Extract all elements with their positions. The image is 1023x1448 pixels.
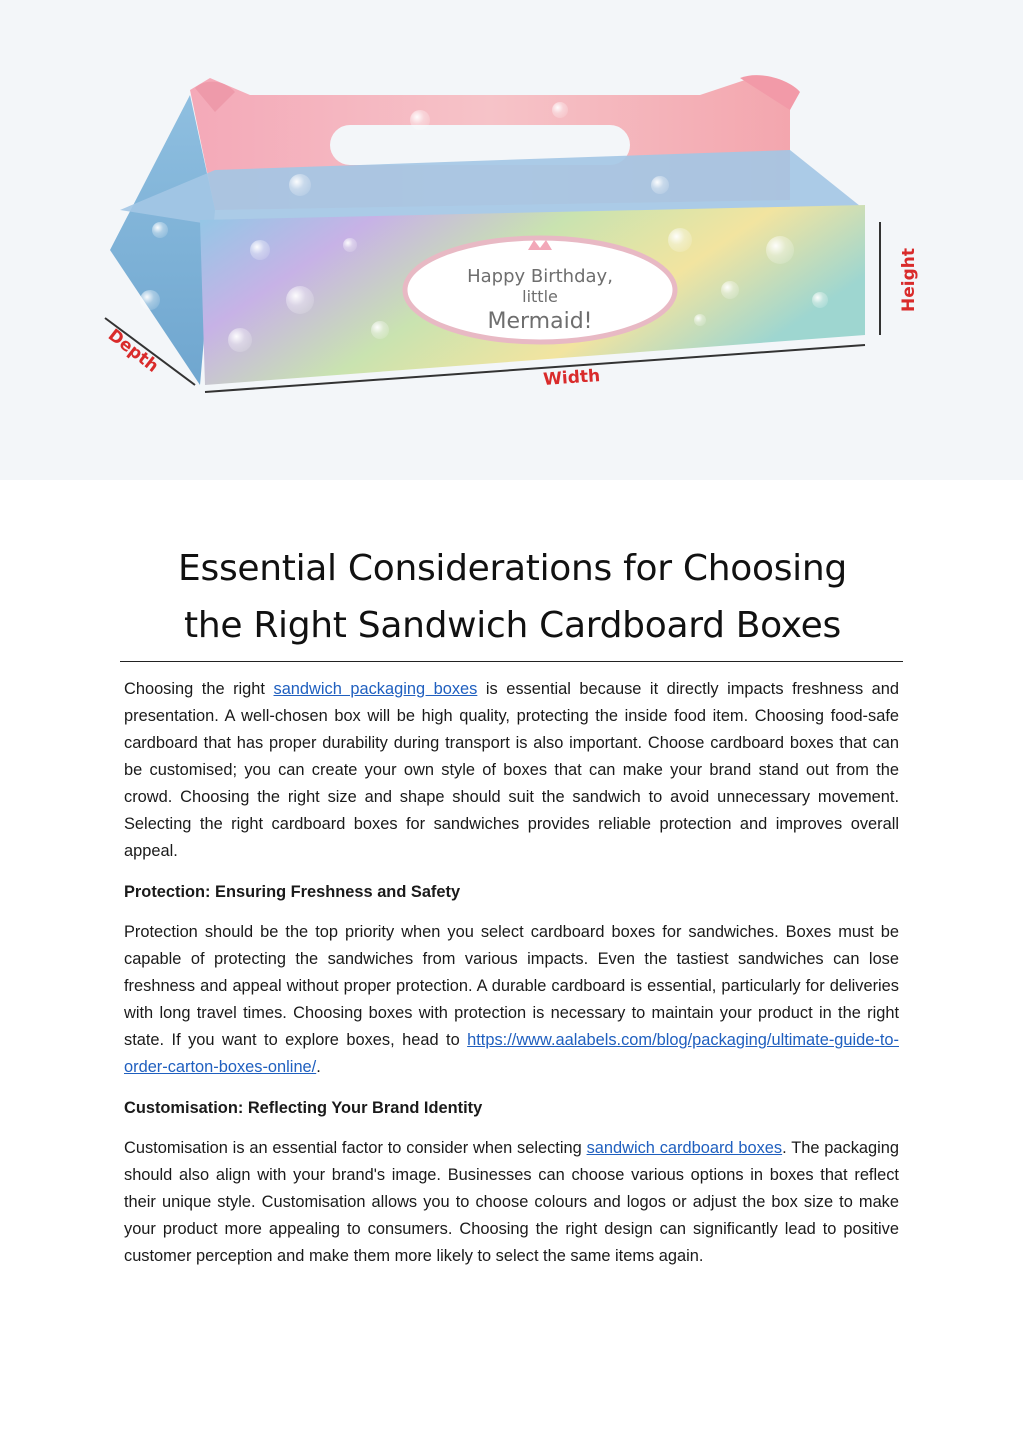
height-label: Height (899, 248, 919, 312)
section-heading-customisation: Customisation: Reflecting Your Brand Identity (124, 1099, 483, 1117)
intro-rest: is essential because it directly impacts freshness and presentation. A well-chosen box will be high quality, protecting the inside food item. Choosing food-safe cardboard that has proper durability during transport is also important. Choose cardboard boxes that can be customised; you can create your own style of boxes that can make your brand stand out from the crowd. Choosing the right size and shape should suit the sandwich to avoid unnecessary movement. Selecting the right cardboard boxes for sandwiches provides reliable protection and improves overall appeal. (124, 680, 900, 860)
label-line1: Happy Birthday, (467, 266, 613, 287)
intro-lead: Choosing the right (124, 680, 274, 698)
article-body (124, 676, 899, 1270)
title-line-1: Essential Considerations for Choosing (178, 548, 847, 589)
title-divider (120, 661, 903, 662)
protection-paragraph (124, 919, 899, 1081)
sandwich-box-illustration (0, 0, 1023, 480)
sandwich-packaging-boxes-link[interactable]: sandwich packaging boxes (273, 680, 478, 698)
birthday-label (405, 238, 675, 342)
label-line2: little (522, 287, 558, 306)
depth-label: Depth (104, 325, 163, 377)
protection-text: Protection should be the top priority when you select cardboard boxes for sandwiches. Boxes must be capable of protecting the sandwiches from various impacts. Even the tastiest sandwiches can lose freshness and appeal without proper protection. A durable cardboard is essential, particularly for deliveries with long travel times. Choosing boxes with protection is necessary to maintain your product in the right state. If you want to explore boxes, head to (124, 923, 899, 1049)
section-heading-protection: Protection: Ensuring Freshness and Safety (124, 883, 461, 901)
customisation-rest: . The packaging should also align with your brand's image. Businesses can choose various options in boxes that reflect their unique style. Customisation allows you to choose colours and logos or adjust the box size to make your product more appealing to consumers. Choosing the right design can significantly lead to positive customer perception and make them more likely to select the same items again. (124, 1139, 899, 1265)
hero-image (0, 0, 1023, 480)
customisation-lead: Customisation is an essential factor to consider when selecting (124, 1139, 587, 1157)
customisation-paragraph (124, 1135, 899, 1270)
aalabels-guide-link[interactable]: https://www.aalabels.com/blog/packaging/ultimate-guide-to-order-carton-boxes-online/ (124, 1031, 899, 1076)
sandwich-cardboard-boxes-link[interactable]: sandwich cardboard boxes (586, 1139, 783, 1157)
page-title (120, 540, 905, 654)
label-line3: Mermaid! (487, 309, 593, 334)
title-line-2: the Right Sandwich Cardboard Boxes (184, 605, 841, 646)
intro-paragraph (124, 676, 899, 865)
width-label: Width (542, 366, 601, 390)
protection-after: . (316, 1058, 321, 1076)
